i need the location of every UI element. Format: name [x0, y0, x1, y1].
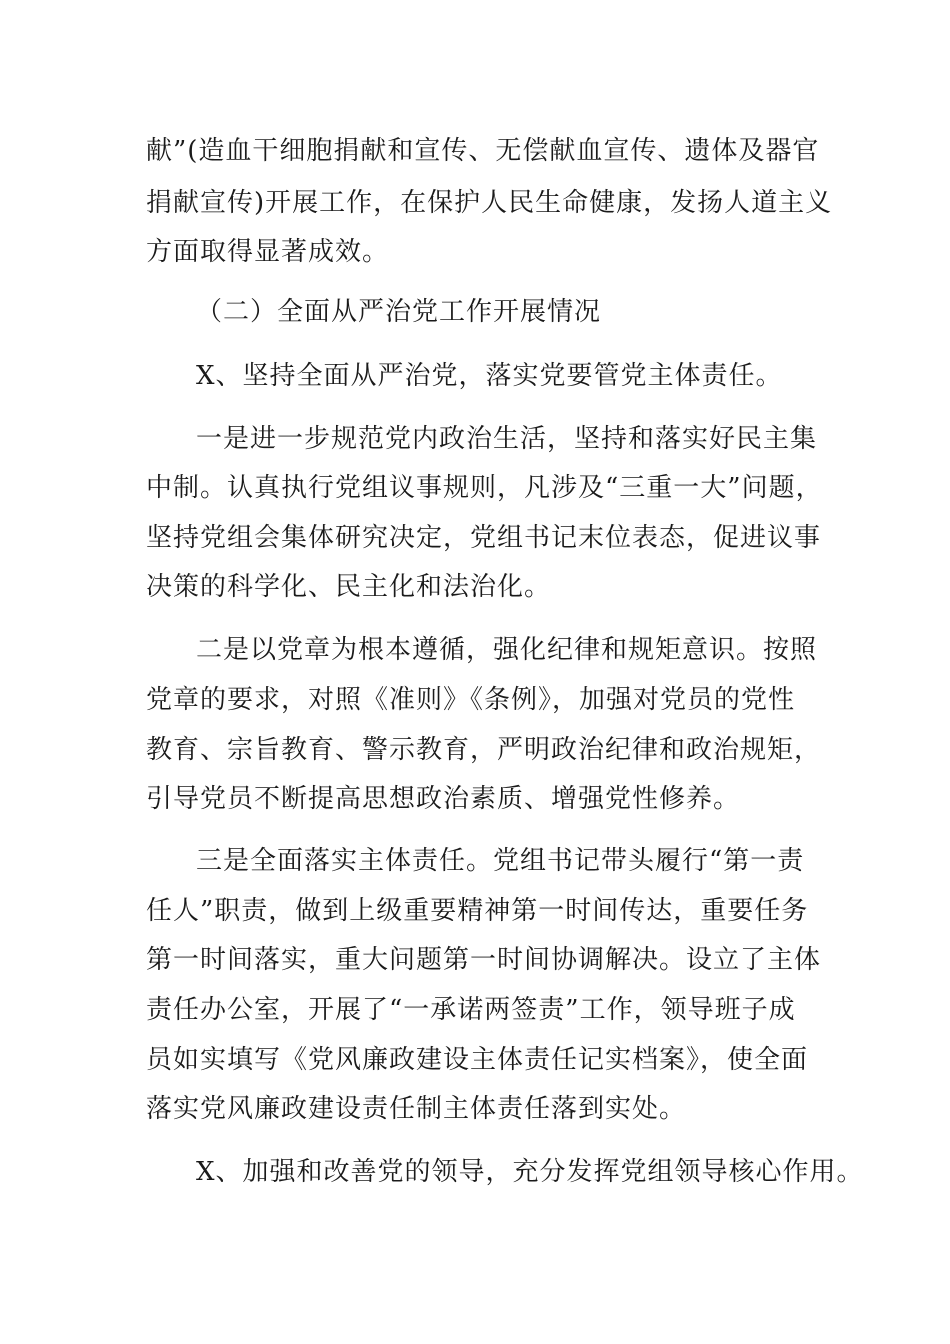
text-line: 捐献宣传)开展工作，在保护人民生命健康，发扬人道主义 [146, 188, 833, 218]
text-line: 二是以党章为根本遵循，强化纪律和规矩意识。按照 [196, 635, 818, 665]
text-line: 员如实填写《党风廉政建设主体责任记实档案》，使全面 [146, 1045, 809, 1075]
subsection-heading: X、加强和改善党的领导，充分发挥党组领导核心作用。 [196, 1157, 864, 1187]
subsection-heading: X、坚持全面从严治党，落实党要管党主体责任。 [196, 361, 783, 391]
text-line: 责任办公室，开展了“一承诺两签责”工作，领导班子成 [146, 995, 796, 1025]
section-heading: （二）全面从严治党工作开展情况 [196, 297, 602, 327]
text-line: 中制。认真执行党组议事规则，凡涉及“三重一大”问题， [146, 473, 823, 503]
text-line: 方面取得显著成效。 [146, 237, 390, 267]
text-line: 落实党风廉政建设责任制主体责任落到实处。 [146, 1094, 687, 1124]
text-line: 献”(造血干细胞捐献和宣传、无偿献血宣传、遗体及器官 [146, 136, 820, 166]
text-line: 任人”职责，做到上级重要精神第一时间传达，重要任务 [146, 896, 809, 926]
text-line: 坚持党组会集体研究决定，党组书记末位表态，促进议事 [146, 523, 822, 553]
text-line: 一是进一步规范党内政治生活，坚持和落实好民主集 [196, 424, 818, 454]
text-line: 引导党员不断提高思想政治素质、增强党性修养。 [146, 784, 741, 814]
text-line: 三是全面落实主体责任。党组书记带头履行“第一责 [196, 846, 805, 876]
text-line: 决策的科学化、民主化和法治化。 [146, 572, 552, 602]
text-line: 党章的要求，对照《准则》《条例》，加强对党员的党性 [146, 685, 796, 715]
text-line: 第一时间落实，重大问题第一时间协调解决。设立了主体 [146, 945, 822, 975]
text-line: 教育、宗旨教育、警示教育，严明政治纪律和政治规矩， [146, 735, 822, 765]
